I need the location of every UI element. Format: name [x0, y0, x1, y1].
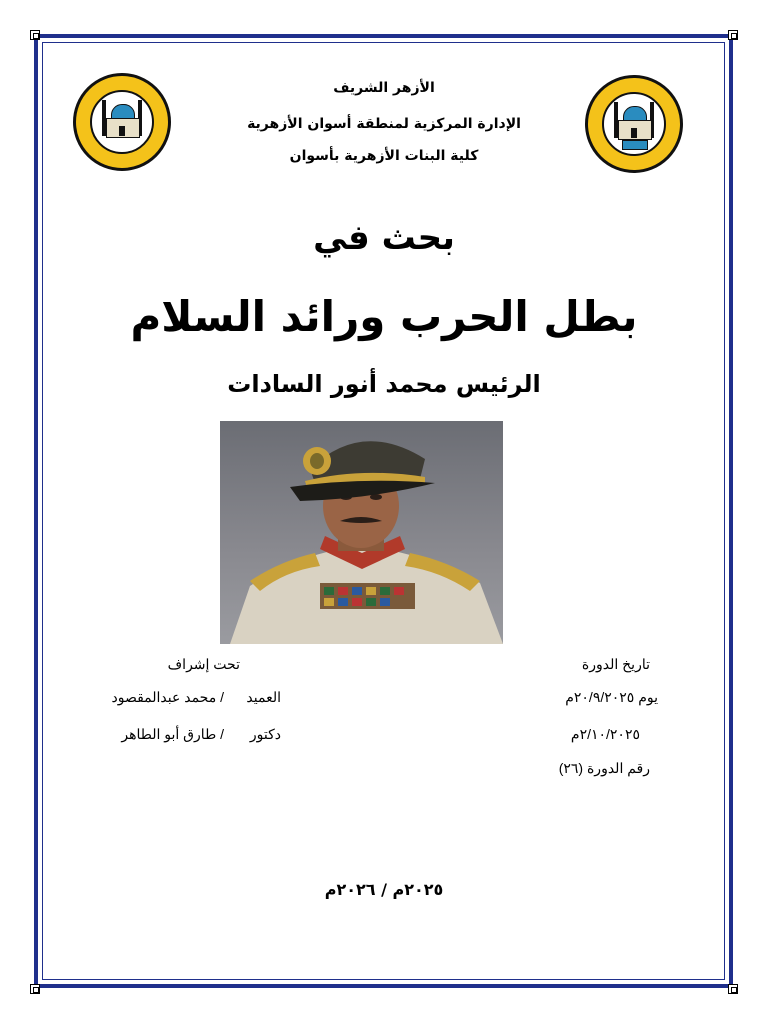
academic-year: ٢٠٢٥م / ٢٠٢٦م: [324, 880, 444, 899]
supervisor-1-name: / محمد عبدالمقصود: [111, 689, 224, 705]
college-name: كلية البنات الأزهرية بأسوان: [289, 148, 479, 164]
supervisor-2-title: دكتور: [249, 726, 281, 742]
portrait-photo: [220, 421, 503, 644]
page-subtitle: الرئيس محمد أنور السادات: [227, 370, 541, 398]
supervisor-1-title: العميد: [246, 689, 281, 705]
course-start-date: يوم ٢٠/٩/٢٠٢٥م: [565, 689, 658, 705]
corner-ornament-top-right: [728, 30, 738, 40]
course-end-date: ٢/١٠/٢٠٢٥م: [570, 726, 640, 742]
institution-name: الأزهر الشريف: [333, 80, 435, 96]
page-title: بطل الحرب ورائد السلام: [130, 292, 638, 341]
corner-ornament-bottom-left: [30, 984, 40, 994]
supervisor-2-name: / طارق أبو الطاهر: [121, 726, 224, 742]
portrait-illustration: [220, 421, 503, 644]
course-date-label: تاريخ الدورة: [581, 656, 650, 672]
corner-ornament-top-left: [30, 30, 40, 40]
title-intro: بحث في: [313, 218, 455, 258]
corner-ornament-bottom-right: [728, 984, 738, 994]
course-number: رقم الدورة (٢٦): [558, 760, 650, 776]
supervision-label: تحت إشراف: [167, 656, 240, 672]
administration-name: الإدارة المركزية لمنطقة أسوان الأزهرية: [247, 116, 521, 132]
